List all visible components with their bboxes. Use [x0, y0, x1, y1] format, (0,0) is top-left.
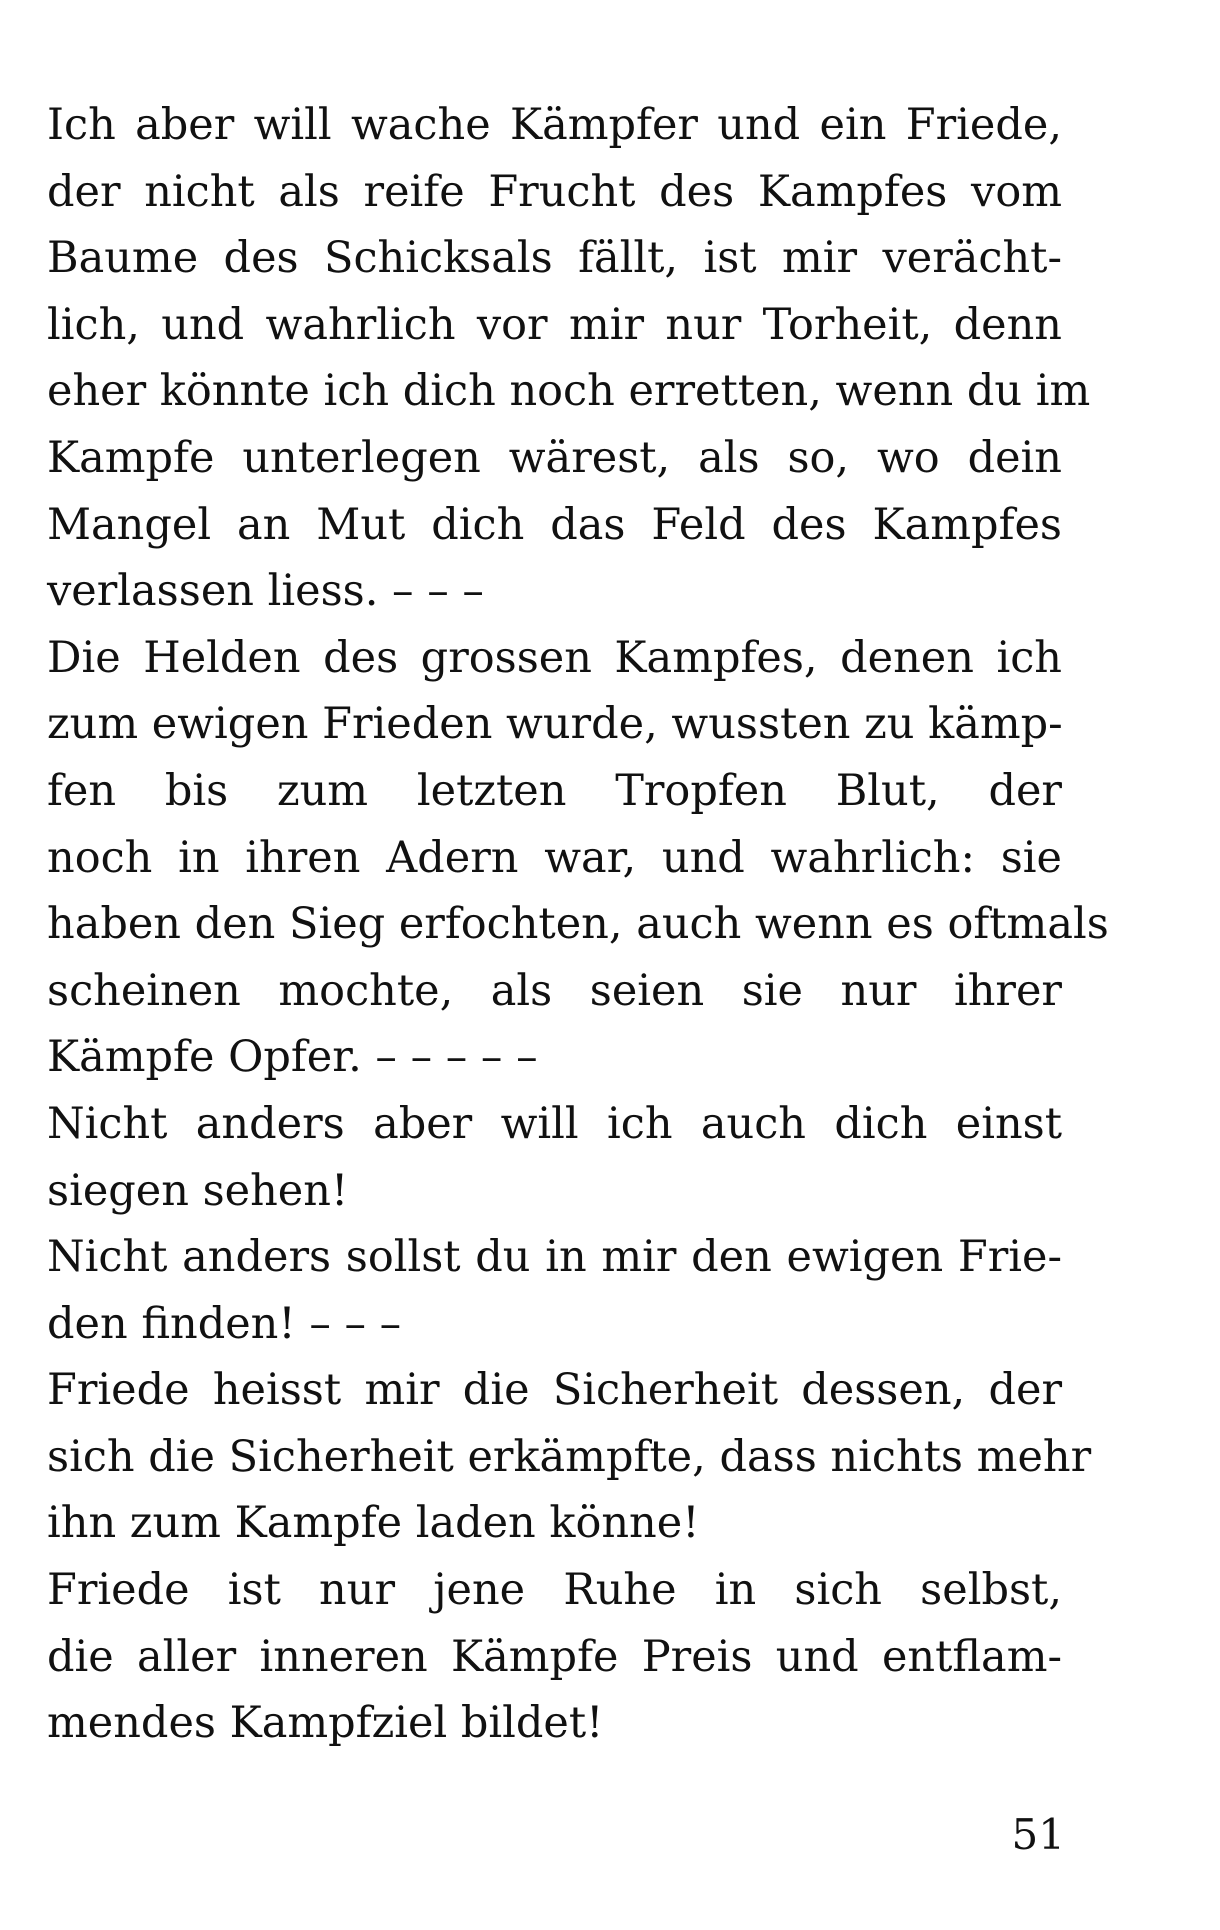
text-line: sich die Sicherheit erkämpfte, dass nichts mehr	[47, 1431, 1092, 1482]
text-line: zum ewigen Frieden wurde, wussten zu kämp-	[47, 699, 1063, 750]
text-line: der nicht als reife Frucht des Kampfes vom	[47, 166, 1062, 217]
text-line: Kampfe unterlegen wärest, als so, wo dein	[47, 432, 1062, 483]
text-line: Ich aber will wache Kämpfer und ein Friede,	[47, 100, 1062, 150]
text-line: Nicht anders aber will ich auch dich einst	[47, 1098, 1062, 1149]
page-number: 51	[1011, 1810, 1065, 1859]
text-line: eher könnte ich dich noch erretten, wenn du im	[47, 366, 1091, 417]
text-line: scheinen mochte, als seien sie nur ihrer	[47, 965, 1062, 1016]
text-line: noch in ihren Adern war, und wahrlich: sie	[47, 832, 1062, 883]
text-line: Mangel an Mut dich das Feld des Kampfes	[47, 499, 1062, 550]
text-line: Friede ist nur jene Ruhe in sich selbst,	[47, 1565, 1062, 1616]
text-line: fen bis zum letzten Tropfen Blut, der	[47, 765, 1062, 816]
text-line: ihn zum Kampfe laden könne!	[47, 1498, 700, 1549]
text-line: Baume des Schicksals fällt, ist mir verächt-	[47, 233, 1062, 284]
text-line: Nicht anders sollst du in mir den ewigen Frie-	[47, 1232, 1062, 1283]
body-text	[47, 92, 1109, 1757]
text-line: Kämpfe Opfer. – – – – –	[47, 1032, 538, 1083]
text-line: siegen sehen!	[47, 1165, 349, 1216]
text-line: Die Helden des grossen Kampfes, denen ich	[47, 632, 1062, 683]
text-line: mendes Kampfziel bildet!	[47, 1698, 604, 1749]
text-line: Friede heisst mir die Sicherheit dessen, der	[47, 1365, 1062, 1416]
text-line: den finden! – – –	[47, 1298, 402, 1349]
text-line: lich, und wahrlich vor mir nur Torheit, denn	[47, 299, 1062, 350]
text-line: verlassen liess. – – –	[47, 566, 484, 617]
text-line: haben den Sieg erfochten, auch wenn es oftmals	[47, 899, 1109, 950]
text-line: die aller inneren Kämpfe Preis und entflam-	[47, 1631, 1062, 1682]
